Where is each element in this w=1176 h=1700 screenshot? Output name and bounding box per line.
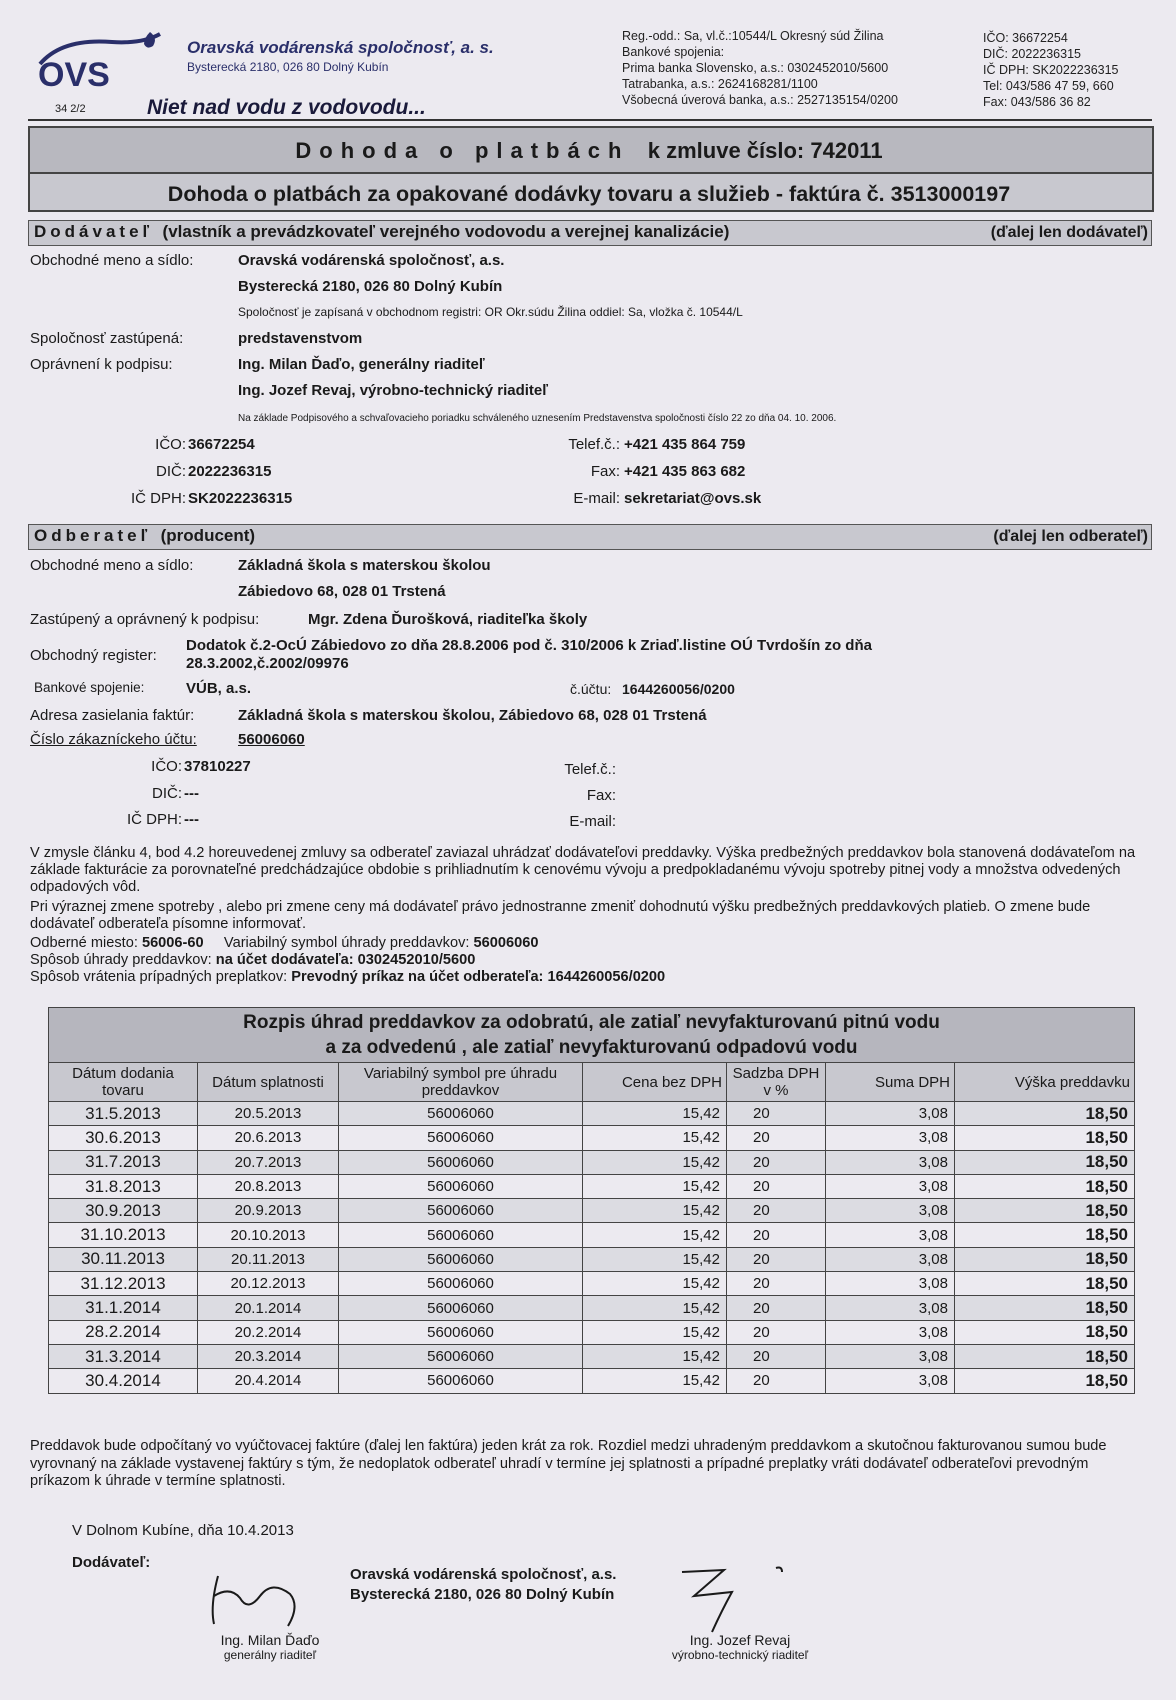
table-row — [49, 1247, 1135, 1271]
cell-delivery-date: 30.6.2013 — [49, 1126, 198, 1150]
cell-variable-symbol: 56006060 — [339, 1126, 583, 1150]
supplier-signatory-note: Na základe Podpisového a schvaľovacieho poriadku schváleného uznesením Predstavenstva spoločnosti číslo 22 zo dňa 04. 10. 2006. — [238, 413, 837, 424]
cell-price-net: 15,42 — [583, 1174, 727, 1198]
table-row — [49, 1296, 1135, 1320]
table-caption: Rozpis úhrad preddavkov za odobratú, ale zatiaľ nevyfakturovanú pitnú vodu a za odvedenú , ale zatiaľ nevyfakturovanú odpadovú vodu — [49, 1008, 1135, 1063]
supplier-dic-label: DIČ: — [156, 463, 186, 480]
table-row — [49, 1320, 1135, 1344]
customer-account: 1644260056/0200 — [622, 681, 735, 697]
table-row — [49, 1369, 1135, 1393]
cell-price-net: 15,42 — [583, 1150, 727, 1174]
signature-1 — [200, 1566, 310, 1636]
customer-section-note: (ďalej len odberateľ) — [993, 528, 1148, 545]
customer-icdph-label: IČ DPH: — [126, 811, 182, 828]
header-ids: IČO: 36672254 DIČ: 2022236315 IČ DPH: SK2022236315 Tel: 043/586 47 59, 660 Fax: 043/586 36 82 — [983, 31, 1119, 109]
cell-variable-symbol: 56006060 — [339, 1369, 583, 1393]
cell-variable-symbol: 56006060 — [339, 1199, 583, 1223]
supplier-tel: +421 435 864 759 — [624, 436, 746, 453]
col-price-net: Cena bez DPH — [583, 1063, 727, 1102]
cell-advance-amount: 18,50 — [955, 1296, 1135, 1320]
cell-price-net: 15,42 — [583, 1126, 727, 1150]
cell-variable-symbol: 56006060 — [339, 1344, 583, 1368]
cell-advance-amount: 18,50 — [955, 1320, 1135, 1344]
cell-due-date: 20.7.2013 — [198, 1150, 339, 1174]
cell-delivery-date: 30.4.2014 — [49, 1369, 198, 1393]
supplier-signature-label: Dodávateľ: — [72, 1554, 151, 1571]
table-row — [49, 1126, 1135, 1150]
cell-due-date: 20.6.2013 — [198, 1126, 339, 1150]
customer-ico-label: IČO: — [151, 758, 182, 775]
cell-due-date: 20.4.2014 — [198, 1369, 339, 1393]
cell-vat-amount: 3,08 — [826, 1296, 955, 1320]
cell-delivery-date: 31.7.2013 — [49, 1150, 198, 1174]
col-advance-amount: Výška preddavku — [955, 1063, 1135, 1102]
header-divider — [28, 119, 1152, 121]
cell-vat-amount: 3,08 — [826, 1199, 955, 1223]
cell-advance-amount: 18,50 — [955, 1150, 1135, 1174]
customer-name-label: Obchodné meno a sídlo: — [30, 557, 194, 574]
cell-vat-rate: 20 — [727, 1369, 826, 1393]
cell-price-net: 15,42 — [583, 1102, 727, 1126]
cell-variable-symbol: 56006060 — [339, 1150, 583, 1174]
table-row — [49, 1344, 1135, 1368]
cell-advance-amount: 18,50 — [955, 1344, 1135, 1368]
cell-delivery-date: 28.2.2014 — [49, 1320, 198, 1344]
cell-price-net: 15,42 — [583, 1272, 727, 1296]
cell-vat-rate: 20 — [727, 1247, 826, 1271]
cell-variable-symbol: 56006060 — [339, 1320, 583, 1344]
col-vat-rate: Sadzba DPH v % — [727, 1063, 826, 1102]
customer-bank-label: Bankové spojenie: — [34, 680, 145, 695]
supplier-section-note: (ďalej len dodávateľ) — [990, 224, 1148, 241]
cell-vat-rate: 20 — [727, 1223, 826, 1247]
cell-variable-symbol: 56006060 — [339, 1102, 583, 1126]
customer-account-label: č.účtu: — [570, 681, 612, 697]
cell-vat-amount: 3,08 — [826, 1369, 955, 1393]
supplier-registry-note: Spoločnosť je zapísaná v obchodnom registri: OR Okr.súdu Žilina oddiel: Sa, vložka č. 10544/L — [238, 305, 743, 319]
supplier-ico-label: IČO: — [155, 436, 186, 453]
cell-price-net: 15,42 — [583, 1296, 727, 1320]
customer-name: Základná škola s materskou školou — [238, 557, 491, 574]
cell-vat-rate: 20 — [727, 1199, 826, 1223]
doc-title: Dohoda o platbách k zmluve číslo: 742011 — [295, 138, 883, 163]
signature-2 — [672, 1560, 792, 1635]
cell-delivery-date: 31.10.2013 — [49, 1223, 198, 1247]
cell-delivery-date: 31.1.2014 — [49, 1296, 198, 1320]
cell-variable-symbol: 56006060 — [339, 1247, 583, 1271]
cell-due-date: 20.3.2014 — [198, 1344, 339, 1368]
cell-variable-symbol: 56006060 — [339, 1174, 583, 1198]
supplier-tel-label: Telef.č.: — [568, 436, 620, 453]
supplier-icdph-label: IČ DPH: — [130, 490, 186, 507]
cell-vat-amount: 3,08 — [826, 1272, 955, 1296]
cell-advance-amount: 18,50 — [955, 1126, 1135, 1150]
table-row — [49, 1174, 1135, 1198]
customer-account-number-label: Číslo zákazníckeho účtu: — [30, 731, 197, 748]
customer-icdph: --- — [184, 811, 199, 828]
table-row — [49, 1150, 1135, 1174]
place-date: V Dolnom Kubíne, dňa 10.4.2013 — [72, 1522, 294, 1539]
cell-vat-rate: 20 — [727, 1320, 826, 1344]
cell-due-date: 20.1.2014 — [198, 1296, 339, 1320]
terms-paragraph-1: V zmysle článku 4, bod 4.2 horeuvedenej zmluvy sa odberateľ zaviazal uhrádzať dodávateľovi preddavky. Výška predbežných preddavkov bola stanovená dodávateľom na základe fakturácie za porovnateľné predchádzajúce obdobie s prihliadnutím k cenovému vývoju a predpokladanému vývoju spotreby pitnej vody a množstva odvedených odpadových vôd. — [30, 845, 1136, 895]
supplier-signatory-1: Ing. Milan Ďaďo, generálny riaditeľ — [238, 356, 485, 373]
cell-price-net: 15,42 — [583, 1199, 727, 1223]
cell-vat-amount: 3,08 — [826, 1174, 955, 1198]
company-name: Oravská vodárenská spoločnosť, a. s. — [187, 38, 494, 57]
cell-vat-rate: 20 — [727, 1344, 826, 1368]
customer-invoice-address-label: Adresa zasielania faktúr: — [30, 707, 195, 724]
supplier-dic: 2022236315 — [188, 463, 272, 480]
signer-1: Ing. Milan Ďaďo generálny riaditeľ — [220, 1632, 320, 1662]
customer-bank: VÚB, a.s. — [186, 680, 252, 697]
table-row — [49, 1272, 1135, 1296]
cell-variable-symbol: 56006060 — [339, 1223, 583, 1247]
col-due-date: Dátum splatnosti — [198, 1063, 339, 1102]
supplier-fax-label: Fax: — [590, 463, 620, 480]
ovs-logo — [32, 30, 167, 90]
cell-vat-amount: 3,08 — [826, 1247, 955, 1271]
col-delivery-date: Dátum dodania tovaru — [49, 1063, 198, 1102]
customer-email-label: E-mail: — [569, 813, 616, 830]
customer-register-label: Obchodný register: — [30, 647, 157, 664]
cell-variable-symbol: 56006060 — [339, 1296, 583, 1320]
customer-tel-label: Telef.č.: — [564, 761, 616, 778]
cell-delivery-date: 31.8.2013 — [49, 1174, 198, 1198]
cell-due-date: 20.2.2014 — [198, 1320, 339, 1344]
supplier-section-title: Dodávateľ (vlastník a prevádzkovateľ verejného vodovodu a verejnej kanalizácie) — [34, 222, 730, 241]
table-row — [49, 1102, 1135, 1126]
company-stamp: Oravská vodárenská spoločnosť, a.s. Bysterecká 2180, 026 80 Dolný Kubín — [350, 1566, 617, 1603]
customer-invoice-address: Základná škola s materskou školou, Zábiedovo 68, 028 01 Trstená — [238, 707, 707, 724]
table-row — [49, 1223, 1135, 1247]
cell-vat-rate: 20 — [727, 1272, 826, 1296]
cell-vat-rate: 20 — [727, 1150, 826, 1174]
cell-price-net: 15,42 — [583, 1344, 727, 1368]
customer-represented: Mgr. Zdena Ďurošková, riaditeľka školy — [308, 611, 588, 628]
cell-vat-amount: 3,08 — [826, 1320, 955, 1344]
cell-due-date: 20.11.2013 — [198, 1247, 339, 1271]
cell-delivery-date: 30.9.2013 — [49, 1199, 198, 1223]
customer-dic: --- — [184, 785, 199, 802]
cell-price-net: 15,42 — [583, 1320, 727, 1344]
cell-advance-amount: 18,50 — [955, 1247, 1135, 1271]
cell-vat-rate: 20 — [727, 1296, 826, 1320]
customer-section-title: Odberateľ (producent) — [34, 526, 256, 545]
cell-due-date: 20.12.2013 — [198, 1272, 339, 1296]
signer-2: Ing. Jozef Revaj výrobno-technický riaditeľ — [671, 1632, 809, 1662]
cell-delivery-date: 31.3.2014 — [49, 1344, 198, 1368]
cell-vat-rate: 20 — [727, 1126, 826, 1150]
supplier-name: Oravská vodárenská spoločnosť, a.s. — [238, 252, 505, 269]
cell-advance-amount: 18,50 — [955, 1102, 1135, 1126]
supplier-represented-label: Spoločnosť zastúpená: — [30, 330, 184, 347]
company-address: Bysterecká 2180, 026 80 Dolný Kubín — [187, 60, 389, 74]
doc-subtitle: Dohoda o platbách za opakované dodávky tovaru a služieb - faktúra č. 3513000197 — [167, 182, 1011, 206]
cell-vat-rate: 20 — [727, 1174, 826, 1198]
customer-fax-label: Fax: — [586, 787, 616, 804]
cell-vat-amount: 3,08 — [826, 1344, 955, 1368]
supplier-signatory-label: Oprávnení k podpisu: — [30, 356, 173, 373]
terms-details: Odberné miesto: 56006-60 Variabilný symbol úhrady preddavkov: 56006060 Spôsob úhrady preddavkov: na účet dodávateľa: 0302452010/5600 Spôsob vrátenia prípadných preplatkov: Prevodný príkaz na účet odberateľa: 1644260056/0200 — [30, 935, 666, 985]
supplier-fax: +421 435 863 682 — [624, 463, 746, 480]
table-row — [49, 1199, 1135, 1223]
cell-due-date: 20.5.2013 — [198, 1102, 339, 1126]
advance-payment-table — [48, 1007, 1135, 1394]
cell-variable-symbol: 56006060 — [339, 1272, 583, 1296]
supplier-ico: 36672254 — [188, 436, 255, 453]
customer-represented-label: Zastúpený a oprávnený k podpisu: — [30, 611, 260, 628]
cell-delivery-date: 31.5.2013 — [49, 1102, 198, 1126]
cell-due-date: 20.8.2013 — [198, 1174, 339, 1198]
cell-vat-amount: 3,08 — [826, 1126, 955, 1150]
supplier-signatory-2: Ing. Jozef Revaj, výrobno-technický riaditeľ — [238, 382, 549, 399]
supplier-email-label: E-mail: — [573, 490, 620, 507]
terms-paragraph-2: Pri výraznej zmene spotreby , alebo pri zmene ceny má dodávateľ právo jednostranne zmeniť dohodnutú výšku predbežných preddavkových platieb. O zmene bude dodávateľ odberateľa písomne informovať. — [30, 899, 1091, 932]
cell-price-net: 15,42 — [583, 1369, 727, 1393]
page-number: 34 2/2 — [55, 103, 86, 115]
customer-register-line1: Dodatok č.2-OcÚ Zábiedovo zo dňa 28.8.2006 pod č. 310/2006 k Zriaď.listine OÚ Tvrdošín zo dňa — [186, 637, 872, 654]
supplier-icdph: SK2022236315 — [188, 490, 293, 507]
supplier-name-label: Obchodné meno a sídlo: — [30, 252, 194, 269]
customer-address: Zábiedovo 68, 028 01 Trstená — [238, 583, 446, 600]
cell-vat-rate: 20 — [727, 1102, 826, 1126]
footer-note: Preddavok bude odpočítaný vo vyúčtovacej faktúre (ďalej len faktúra) jeden krát za rok. Rozdiel medzi uhradeným preddavkom a skutočnou fakturovanou sumou bude vyrovnaný na základe vystavenej faktúry s tým, že nedoplatok odberateľ uhradí v termíne jej splatnosti a prípadné preplatky vráti dodávateľ odberateľovi prevodným príkazom k úhrade v termíne splatnosti. — [30, 1438, 1107, 1489]
cell-delivery-date: 30.11.2013 — [49, 1247, 198, 1271]
cell-advance-amount: 18,50 — [955, 1199, 1135, 1223]
customer-ico: 37810227 — [184, 758, 251, 775]
col-variable-symbol: Variabilný symbol pre úhradu preddavkov — [339, 1063, 583, 1102]
cell-advance-amount: 18,50 — [955, 1272, 1135, 1296]
cell-delivery-date: 31.12.2013 — [49, 1272, 198, 1296]
cell-due-date: 20.10.2013 — [198, 1223, 339, 1247]
customer-dic-label: DIČ: — [152, 785, 182, 802]
cell-advance-amount: 18,50 — [955, 1174, 1135, 1198]
cell-price-net: 15,42 — [583, 1223, 727, 1247]
cell-due-date: 20.9.2013 — [198, 1199, 339, 1223]
cell-advance-amount: 18,50 — [955, 1223, 1135, 1247]
cell-advance-amount: 18,50 — [955, 1369, 1135, 1393]
cell-vat-amount: 3,08 — [826, 1223, 955, 1247]
customer-register-line2: 28.3.2002,č.2002/09976 — [186, 655, 349, 672]
svg-text:OVS: OVS — [38, 56, 110, 90]
supplier-represented: predstavenstvom — [238, 330, 363, 347]
header-bank-info: Reg.-odd.: Sa, vl.č.:10544/L Okresný súd Žilina Bankové spojenia: Prima banka Slovensko, a.s.: 0302452010/5600 Tatrabanka, a.s.: 2624168281/1100 Všobecná úverová banka, a.s.: 2527135154/0200 — [622, 29, 898, 107]
cell-price-net: 15,42 — [583, 1247, 727, 1271]
cell-vat-amount: 3,08 — [826, 1150, 955, 1174]
customer-account-number: 56006060 — [238, 731, 305, 748]
slogan: Niet nad vodu z vodovodu... — [147, 96, 426, 119]
supplier-email: sekretariat@ovs.sk — [624, 490, 762, 507]
col-vat-amount: Suma DPH — [826, 1063, 955, 1102]
supplier-address: Bysterecká 2180, 026 80 Dolný Kubín — [238, 278, 503, 295]
cell-vat-amount: 3,08 — [826, 1102, 955, 1126]
